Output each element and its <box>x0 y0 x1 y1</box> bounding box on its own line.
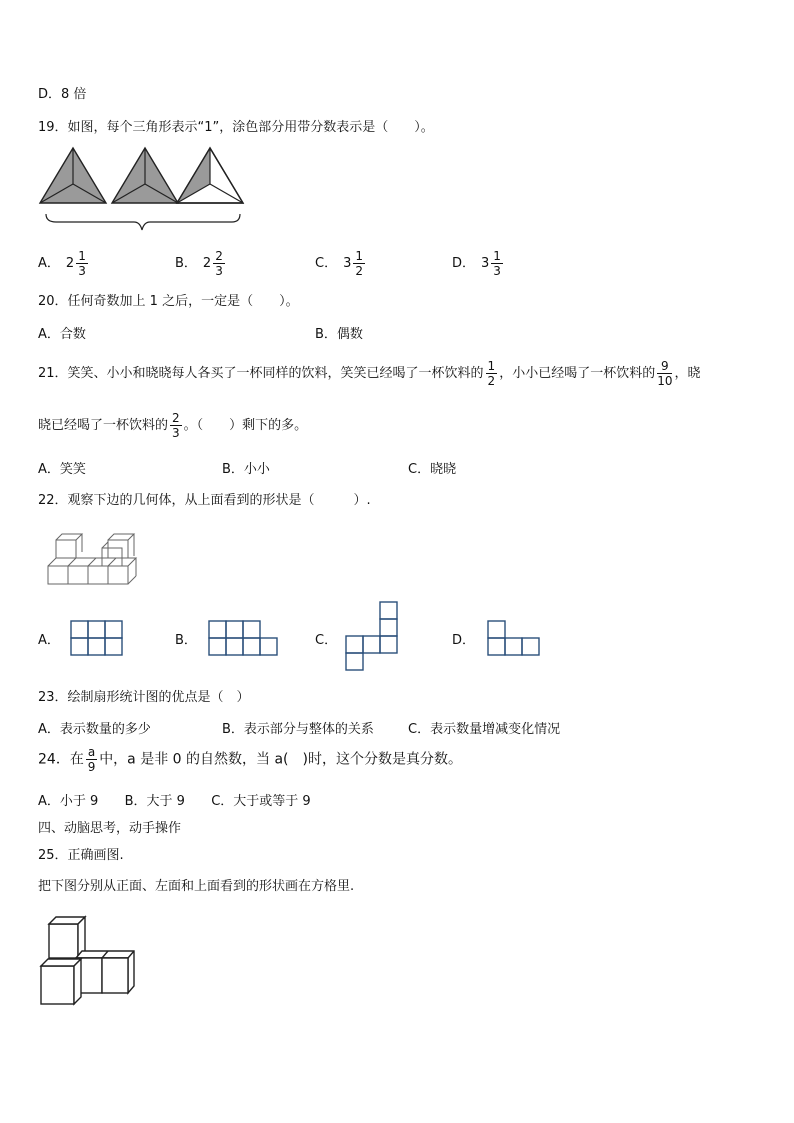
q22-option-a-label: A． <box>38 633 60 648</box>
q23-stem: 23．绘制扇形统计图的优点是（ ） <box>38 690 250 705</box>
triangle-2 <box>112 148 178 203</box>
q22-option-b-shape <box>208 620 282 656</box>
q23-option-a: A．表示数量的多少 <box>38 722 151 737</box>
q22-stem: 22．观察下边的几何体，从上面看到的形状是（ ）. <box>38 493 371 508</box>
q25-stem: 25．正确画图. <box>38 848 124 863</box>
q19-option-b: B． 2 $\frac{2}{3}$ <box>175 249 223 278</box>
q21-option-a: A．笑笑 <box>38 462 86 477</box>
q24-options <box>38 790 311 809</box>
q22-option-d-shape <box>487 620 543 656</box>
q22-solid-figure <box>46 526 136 588</box>
q24-option-b: B．大于 9 <box>124 794 185 809</box>
section-heading: 四、动脑思考，动手操作 <box>38 821 182 836</box>
triangle-3 <box>177 148 243 203</box>
brace <box>46 214 240 230</box>
q18-option-d: D．8 倍 <box>38 87 87 102</box>
q23-option-b: B．表示部分与整体的关系 <box>222 722 374 737</box>
q22-option-b-label: B． <box>175 633 197 648</box>
q24-stem: 24．在 $\frac{a}{9}$ 中，a 是非 0 的自然数，当 a( )时，这个分数是真分数。 <box>38 745 462 774</box>
q20-option-a: A．合数 <box>38 327 86 342</box>
q22-option-c-label: C． <box>315 633 338 648</box>
q19-triangles-figure <box>38 146 248 236</box>
q23-option-c: C．表示数量增减变化情况 <box>408 722 561 737</box>
q21-option-b: B．小小 <box>222 462 270 477</box>
q21-option-c: C．晓晓 <box>408 462 457 477</box>
triangle-1 <box>40 148 106 203</box>
q22-option-a-shape <box>70 620 126 656</box>
q19-stem: 19．如图，每个三角形表示“1”，涂色部分用带分数表示是（ ）。 <box>38 120 434 135</box>
q20-option-b: B．偶数 <box>315 327 363 342</box>
q25-instruction: 把下图分别从正面、左面和上面看到的形状画在方格里. <box>38 879 355 894</box>
q22-option-c-shape <box>345 601 401 673</box>
q24-option-c: C．大于或等于 9 <box>211 794 311 809</box>
q20-stem: 20．任何奇数加上 1 之后，一定是（ ）。 <box>38 294 299 309</box>
q22-option-d-label: D． <box>452 633 476 648</box>
q21-line-1: 21．笑笑、小小和晓晓每人各买了一杯同样的饮料，笑笑已经喝了一杯饮料的 $\frac{1}{2}$ ，小小已经喝了一杯饮料的 $\frac{9}{10}$ ，晓 <box>38 359 701 388</box>
q19-option-d: D． 3 $\frac{1}{3}$ <box>452 249 501 278</box>
q24-option-a: A．小于 9 <box>38 794 99 809</box>
q19-option-a: A． 2 $\frac{1}{3}$ <box>38 249 86 278</box>
q25-solid-figure <box>40 914 138 1008</box>
q19-option-c: C． 3 $\frac{1}{2}$ <box>315 249 363 278</box>
q21-line-2: 晓已经喝了一杯饮料的 $\frac{2}{3}$ 。（ ）剩下的多。 <box>38 411 308 440</box>
